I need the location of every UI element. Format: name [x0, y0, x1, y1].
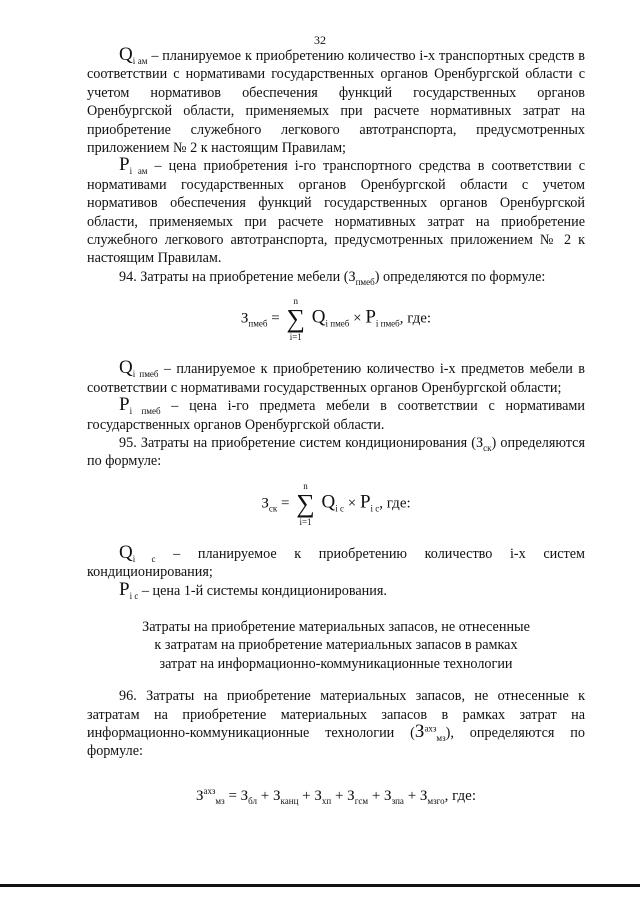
bottom-rule [0, 884, 640, 887]
paragraph-96: 96. Затраты на приобретение материальных запасов, не отнесенные к затратам на приобретение материальных запасов в рамках затрат на информационно-коммуникационные технологии $(З^{ахз}_{мз})$, определяются по формуле: [87, 688, 585, 760]
sum-symbol: n ∑ i=1 [286, 296, 306, 343]
formula-94: $З_{пмеб}$ = n ∑ i=1 $Q_{i пмеб} \times P_{i пмеб}$, где: [240, 296, 432, 343]
definition-q-pmeb: $Q_{i пмеб}$ – планируемое к приобретению количество i-х предметов мебели в соответствии с нормативами государственных органов Оренбургской области; [87, 357, 585, 396]
definition-q-c: $Q_{i с}$ – планируемое к приобретению количество i-х систем кондиционирования; [87, 541, 585, 581]
definition-p-c: $P_{i с}$ – цена 1-й системы кондиционирования. [119, 578, 387, 601]
definition-q-am: $Q_{i ам}$ – планируемое к приобретению количество i-х транспортных средств в соответствии с нормативами государственных органов Оренбургской области с учетом нормативов обеспечения функций государственных органов Оренбургской области, применяемых при расчете нормативных затрат на приобретение служебного легкового автотранспорта, предусмотренных приложением № 2 к настоящим Правилам; [87, 44, 585, 157]
definition-p-pmeb: $P_{i пмеб}$ – цена i-го предмета мебели в соответствии с нормативами государственных органов Оренбургской области. [87, 394, 585, 433]
section-heading: Затраты на приобретение материальных запасов, не отнесенные к затратам на приобретение материальных запасов в рамках затрат на информационно-коммуникационные технологии [142, 618, 530, 672]
paragraph-95: 95. Затраты на приобретение систем кондиционирования $(З_{ск})$ определяются по формуле: [87, 434, 585, 470]
definition-p-am: $P_{i ам}$ – цена приобретения i-го транспортного средства в соответствии с нормативами государственных органов Оренбургской области с учетом нормативов обеспечения функций государственных органов Оренбургской области, применяемых при расчете нормативных затрат на приобретение служебного легкового автотранспорта, предусмотренных приложением № 2 к настоящим Правилам. [87, 154, 585, 267]
sum-symbol: n ∑ i=1 [296, 480, 315, 527]
document-body [87, 44, 585, 806]
page-number: 32 [314, 33, 326, 47]
formula-96: $З^{ахз}_{мз} = З_{бл} + З_{канц} + З_{хп} + З_{гсм} + З_{зпа} + З_{мзго}$, где: [195, 785, 477, 806]
formula-95: $З_{ск}$ = n ∑ i=1 $Q_{i с} \times P_{i с}$, где: [261, 480, 411, 527]
paragraph-94: 94. Затраты на приобретение мебели $(З_{пмеб})$ определяются по формуле: [119, 268, 546, 287]
